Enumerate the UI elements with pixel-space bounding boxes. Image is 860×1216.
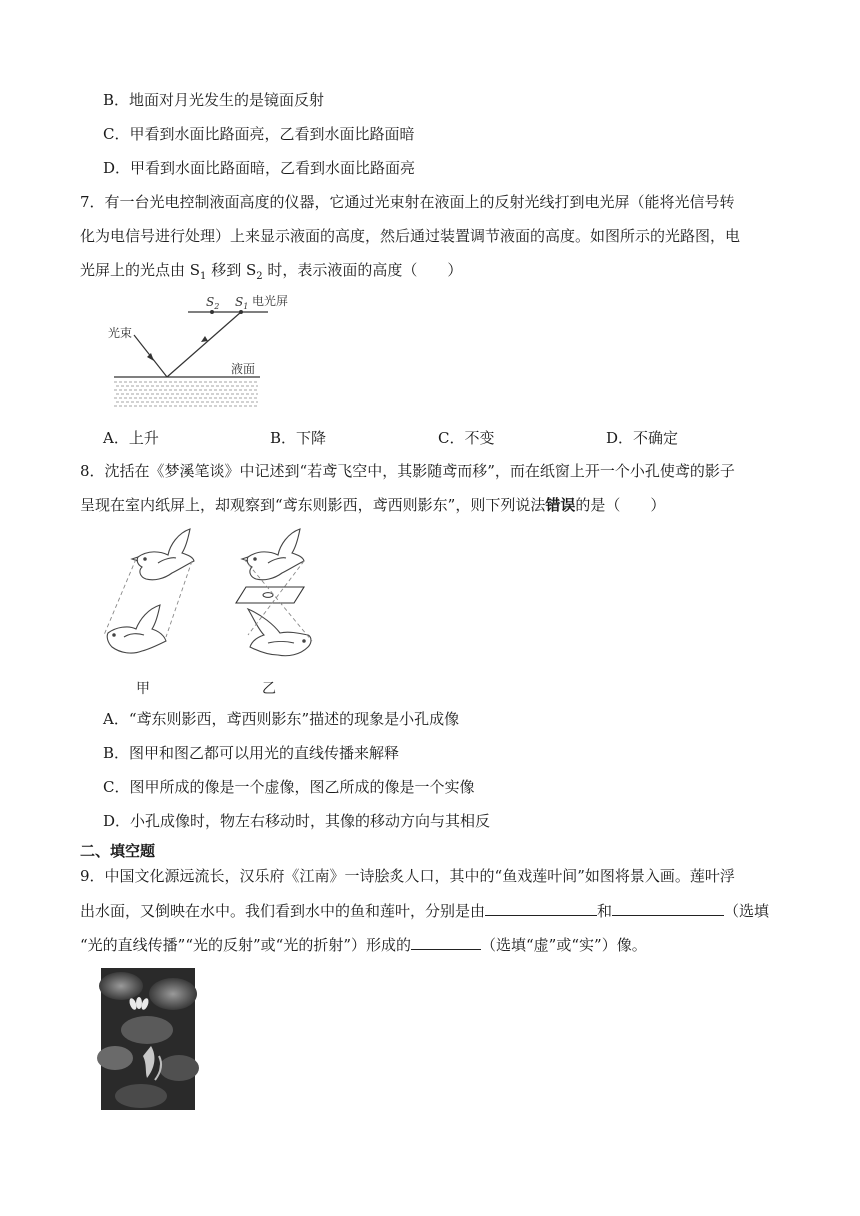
reflected-arrow-icon: [201, 336, 208, 342]
bird-yi-upper: [242, 529, 304, 580]
label-beam: 光束: [108, 326, 133, 340]
q8-option-c: C．图甲所成的像是一个虚像，图乙所成的像是一个实像: [103, 778, 475, 796]
label-s2: $S_2$: [206, 295, 220, 311]
q6-option-c: C．甲看到水面比路面亮，乙看到水面比路面暗: [103, 125, 415, 143]
label-liquid: 液面: [231, 362, 256, 376]
q8-option-b: B．图甲和图乙都可以用光的直线传播来解释: [103, 744, 400, 762]
q6-option-d: D．甲看到水面比路面暗，乙看到水面比路面亮: [103, 159, 416, 177]
lotus-fish-photo: [101, 968, 195, 1110]
q8-stem-line1: 8．沈括在《梦溪笔谈》中记述到“若鸢飞空中，其影随鸢而移”，而在纸窗上开一个小孔使鸢的影子: [80, 462, 735, 480]
q7-stem-line1: 7．有一台光电控制液面高度的仪器，它通过光束射在液面上的反射光线打到电光屏（能将光信号转: [80, 193, 735, 211]
q7-stem-line3: 光屏上的光点由 $S_1$ 移到 $S_2$ 时，表示液面的高度（ ）: [80, 261, 463, 282]
q6-option-b: B．地面对月光发生的是镜面反射: [103, 91, 325, 109]
bird-yi-lower: [248, 609, 311, 656]
q8-stem-line2: 呈现在室内纸屏上，却观察到“鸢东则影西，鸢西则影东”，则下列说法错误的是（ ）: [80, 496, 666, 514]
q7-option-a: A．上升: [103, 429, 159, 447]
q8-option-a: A．“鸢东则影西，鸢西则影东”描述的现象是小孔成像: [103, 710, 460, 728]
liquid-body: [114, 382, 258, 406]
label-yi: 乙: [262, 681, 276, 697]
q9-stem-line2: 出水面，又倒映在水中。我们看到水中的鱼和莲叶，分别是由 和 （选填: [80, 902, 770, 920]
pinhole-screen: [236, 587, 304, 603]
q7-light-path-figure: [100, 290, 289, 412]
label-jia: 甲: [136, 681, 150, 697]
jia-projection-lines: [104, 559, 192, 637]
answer-blank-2[interactable]: [612, 900, 724, 916]
q7-option-d: D．不确定: [606, 429, 679, 447]
answer-blank-3[interactable]: [411, 934, 481, 950]
section-title-fill-in: 二、填空题: [80, 842, 156, 860]
label-screen: 电光屏: [252, 294, 289, 308]
bird-jia-lower: [107, 605, 166, 653]
answer-blank-1[interactable]: [485, 900, 597, 916]
q8-bird-figure: [98, 525, 328, 700]
label-s1: $S_1$: [235, 295, 249, 311]
q7-options: [103, 427, 743, 447]
q7-option-b: B．下降: [270, 429, 327, 447]
incident-arrow-icon: [147, 353, 154, 361]
reflected-ray: [167, 312, 241, 377]
bird-jia-upper: [132, 529, 194, 580]
q9-stem-line3: “光的直线传播”“光的反射”或“光的折射”）形成的 （选填“虚”或“实”）像。: [80, 936, 647, 954]
q7-option-c: C．不变: [438, 429, 495, 447]
q9-stem-line1: 9．中国文化源远流长，汉乐府《江南》一诗脍炙人口，其中的“鱼戏莲叶间”如图将景入画。莲叶浮: [80, 867, 735, 885]
q8-option-d: D．小孔成像时，物左右移动时，其像的移动方向与其相反: [103, 812, 491, 830]
q7-stem-line2: 化为电信号进行处理）上来显示液面的高度，然后通过装置调节液面的高度。如图所示的光路图，电: [80, 227, 741, 245]
